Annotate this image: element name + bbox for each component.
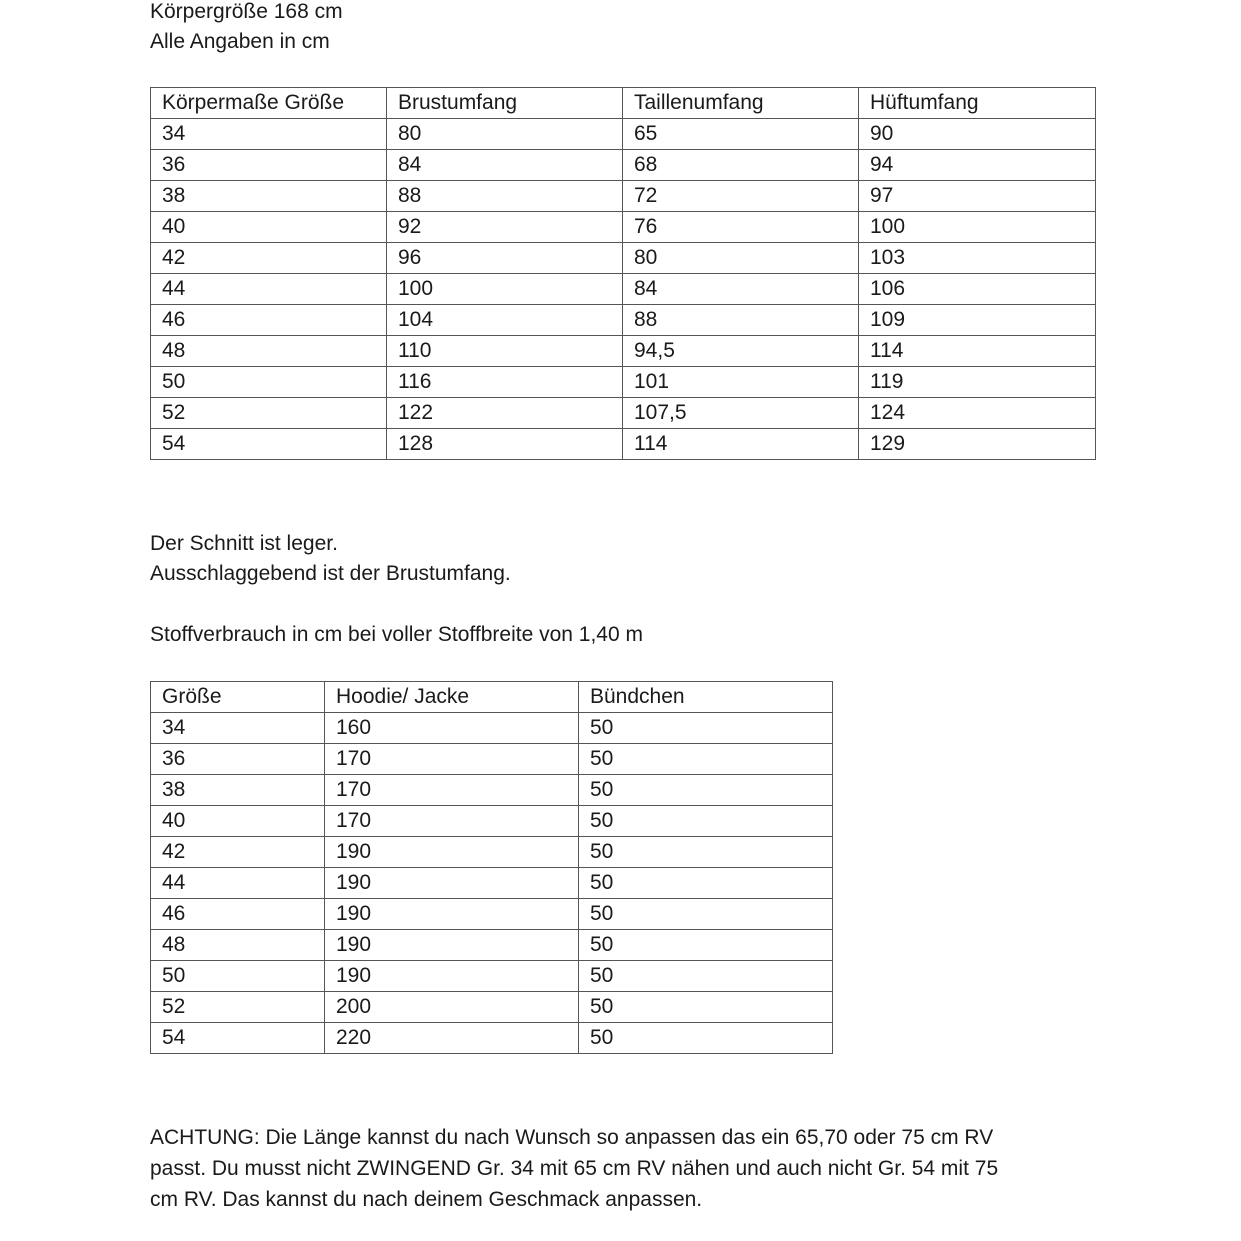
- table-row: [151, 305, 1096, 336]
- table-header-row: [151, 682, 833, 713]
- table-cell: 114: [623, 429, 859, 460]
- warning-line: ACHTUNG: Die Länge kannst du nach Wunsch so anpassen das ein 65,70 oder 75 cm RV: [150, 1126, 994, 1149]
- table-row: [151, 212, 1096, 243]
- table-cell: 52: [151, 992, 325, 1023]
- table-cell: 170: [325, 775, 579, 806]
- table-cell: 220: [325, 1023, 579, 1054]
- table-row: [151, 744, 833, 775]
- table-cell: 124: [859, 398, 1096, 429]
- table-row: [151, 992, 833, 1023]
- table-cell: 54: [151, 1023, 325, 1054]
- table-cell: 114: [859, 336, 1096, 367]
- table-cell: 38: [151, 775, 325, 806]
- table-row: [151, 806, 833, 837]
- table-cell: 122: [387, 398, 623, 429]
- table-cell: 50: [579, 713, 833, 744]
- fit-note: Der Schnitt ist leger.: [150, 532, 338, 555]
- table-cell: 50: [579, 930, 833, 961]
- column-header: Körpermaße Größe: [151, 88, 387, 119]
- table-cell: 107,5: [623, 398, 859, 429]
- column-header: Brustumfang: [387, 88, 623, 119]
- table-cell: 38: [151, 181, 387, 212]
- table-row: [151, 837, 833, 868]
- table-cell: 100: [387, 274, 623, 305]
- table-row: [151, 899, 833, 930]
- table-cell: 101: [623, 367, 859, 398]
- table-cell: 40: [151, 212, 387, 243]
- table-cell: 40: [151, 806, 325, 837]
- table-cell: 190: [325, 837, 579, 868]
- table-cell: 50: [151, 367, 387, 398]
- table-cell: 46: [151, 305, 387, 336]
- column-header: Größe: [151, 682, 325, 713]
- warning-note: [150, 1122, 1080, 1215]
- column-header: Taillenumfang: [623, 88, 859, 119]
- table-cell: 54: [151, 429, 387, 460]
- column-header: Hoodie/ Jacke: [325, 682, 579, 713]
- table-cell: 90: [859, 119, 1096, 150]
- table-cell: 50: [579, 899, 833, 930]
- table-row: [151, 398, 1096, 429]
- table-cell: 36: [151, 744, 325, 775]
- table-row: [151, 181, 1096, 212]
- table-cell: 76: [623, 212, 859, 243]
- table-row: [151, 274, 1096, 305]
- table-cell: 94: [859, 150, 1096, 181]
- warning-line: cm RV. Das kannst du nach deinem Geschmack anpassen.: [150, 1188, 703, 1211]
- table-cell: 103: [859, 243, 1096, 274]
- table-cell: 50: [579, 1023, 833, 1054]
- table-cell: 50: [579, 744, 833, 775]
- table-cell: 129: [859, 429, 1096, 460]
- table-cell: 80: [387, 119, 623, 150]
- body-height-line: Körpergröße 168 cm: [150, 0, 343, 23]
- table-cell: 50: [579, 868, 833, 899]
- table-cell: 119: [859, 367, 1096, 398]
- table-cell: 44: [151, 868, 325, 899]
- table-cell: 92: [387, 212, 623, 243]
- table-cell: 48: [151, 336, 387, 367]
- table-row: [151, 713, 833, 744]
- table-row: [151, 429, 1096, 460]
- table-cell: 50: [579, 775, 833, 806]
- table-cell: 84: [623, 274, 859, 305]
- table-cell: 84: [387, 150, 623, 181]
- table-cell: 160: [325, 713, 579, 744]
- table-cell: 110: [387, 336, 623, 367]
- table-cell: 50: [579, 961, 833, 992]
- table-cell: 170: [325, 744, 579, 775]
- table-cell: 68: [623, 150, 859, 181]
- table-cell: 106: [859, 274, 1096, 305]
- table-cell: 46: [151, 899, 325, 930]
- table-cell: 34: [151, 119, 387, 150]
- table-cell: 50: [151, 961, 325, 992]
- table-row: [151, 775, 833, 806]
- table-cell: 96: [387, 243, 623, 274]
- table-row: [151, 930, 833, 961]
- table-cell: 190: [325, 930, 579, 961]
- table-cell: 94,5: [623, 336, 859, 367]
- decisive-note: Ausschlaggebend ist der Brustumfang.: [150, 562, 511, 585]
- table-row: [151, 243, 1096, 274]
- table-cell: 170: [325, 806, 579, 837]
- table-cell: 36: [151, 150, 387, 181]
- table-cell: 65: [623, 119, 859, 150]
- table-row: [151, 150, 1096, 181]
- table-row: [151, 367, 1096, 398]
- table-cell: 42: [151, 837, 325, 868]
- table-row: [151, 119, 1096, 150]
- table-cell: 80: [623, 243, 859, 274]
- table-cell: 128: [387, 429, 623, 460]
- fabric-heading: Stoffverbrauch in cm bei voller Stoffbreite von 1,40 m: [150, 623, 643, 646]
- table-cell: 100: [859, 212, 1096, 243]
- table-cell: 116: [387, 367, 623, 398]
- fabric-consumption-table: [150, 681, 833, 1054]
- table-cell: 50: [579, 837, 833, 868]
- body-measurements-table: [150, 87, 1096, 460]
- table-cell: 190: [325, 899, 579, 930]
- column-header: Bündchen: [579, 682, 833, 713]
- warning-line: passt. Du musst nicht ZWINGEND Gr. 34 mit 65 cm RV nähen und auch nicht Gr. 54 mit 75: [150, 1157, 999, 1180]
- table-cell: 50: [579, 992, 833, 1023]
- table-header-row: [151, 88, 1096, 119]
- table-cell: 50: [579, 806, 833, 837]
- units-line: Alle Angaben in cm: [150, 30, 330, 53]
- table-row: [151, 1023, 833, 1054]
- table-cell: 104: [387, 305, 623, 336]
- table-cell: 200: [325, 992, 579, 1023]
- table-cell: 52: [151, 398, 387, 429]
- table-cell: 72: [623, 181, 859, 212]
- table-cell: 109: [859, 305, 1096, 336]
- table-cell: 97: [859, 181, 1096, 212]
- table-cell: 34: [151, 713, 325, 744]
- table-cell: 88: [387, 181, 623, 212]
- table-cell: 48: [151, 930, 325, 961]
- table-cell: 190: [325, 868, 579, 899]
- table-cell: 42: [151, 243, 387, 274]
- table-cell: 190: [325, 961, 579, 992]
- table-row: [151, 961, 833, 992]
- table-row: [151, 868, 833, 899]
- table-cell: 88: [623, 305, 859, 336]
- table-row: [151, 336, 1096, 367]
- table-cell: 44: [151, 274, 387, 305]
- column-header: Hüftumfang: [859, 88, 1096, 119]
